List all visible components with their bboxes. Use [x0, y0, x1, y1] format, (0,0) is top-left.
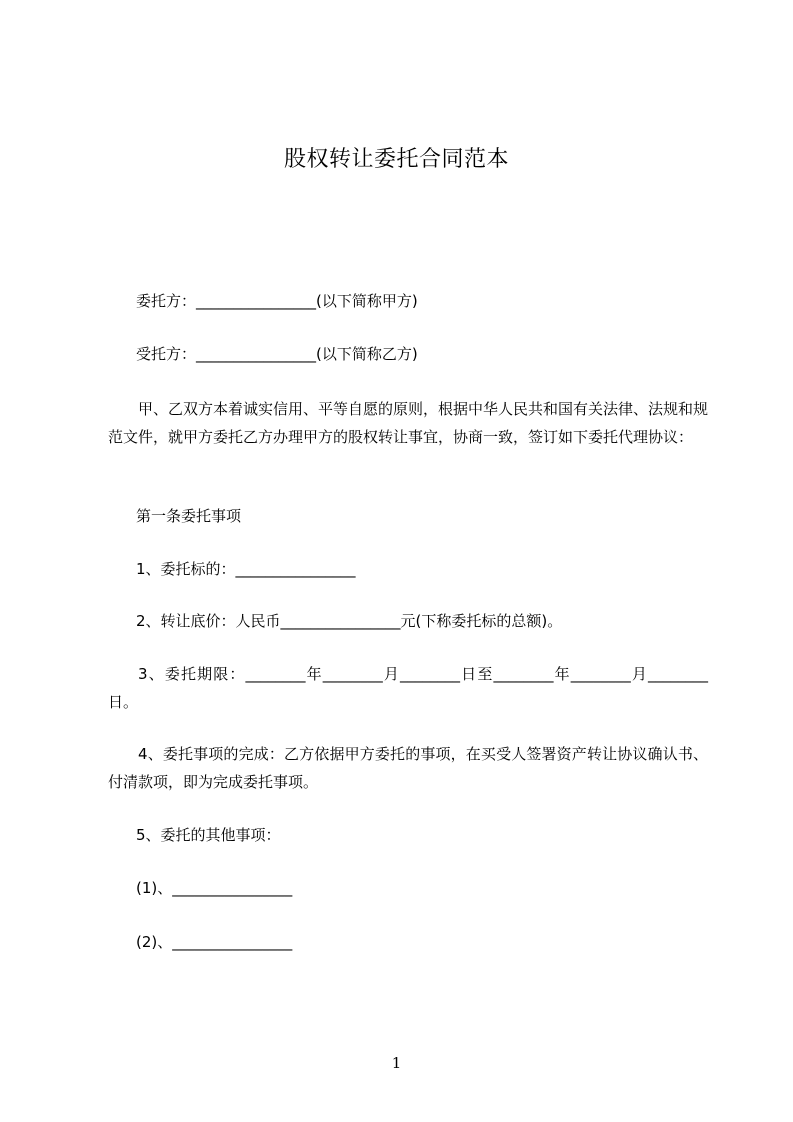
sub-item-2: (2)、________________	[136, 933, 293, 951]
item-3-term: 3、委托期限：________年________月________日至________年________月________日。	[108, 665, 708, 711]
item-1-subject: 1、委托标的：________________	[136, 560, 356, 578]
document-title: 股权转让委托合同范本	[283, 147, 509, 172]
principal-line: 委托方：________________(以下简称甲方)	[136, 292, 418, 310]
agent-line: 受托方：________________(以下简称乙方)	[136, 345, 418, 363]
sub-item-1: (1)、________________	[136, 879, 293, 897]
item-5-other: 5、委托的其他事项：	[136, 826, 281, 844]
article-1-heading: 第一条委托事项	[136, 507, 242, 525]
preamble-paragraph: 甲、乙双方本着诚实信用、平等自愿的原则，根据中华人民共和国有关法律、法规和规范文件，就甲方委托乙方办理甲方的股权转让事宜，协商一致，签订如下委托代理协议：	[108, 400, 709, 446]
page-number: 1	[391, 1054, 402, 1072]
item-2-base-price: 2、转让底价：人民币________________元(下称委托标的总额)。	[136, 612, 563, 630]
item-4-completion: 4、委托事项的完成：乙方依据甲方委托的事项，在买受人签署资产转让协议确认书、付清款项，即为完成委托事项。	[108, 745, 708, 791]
